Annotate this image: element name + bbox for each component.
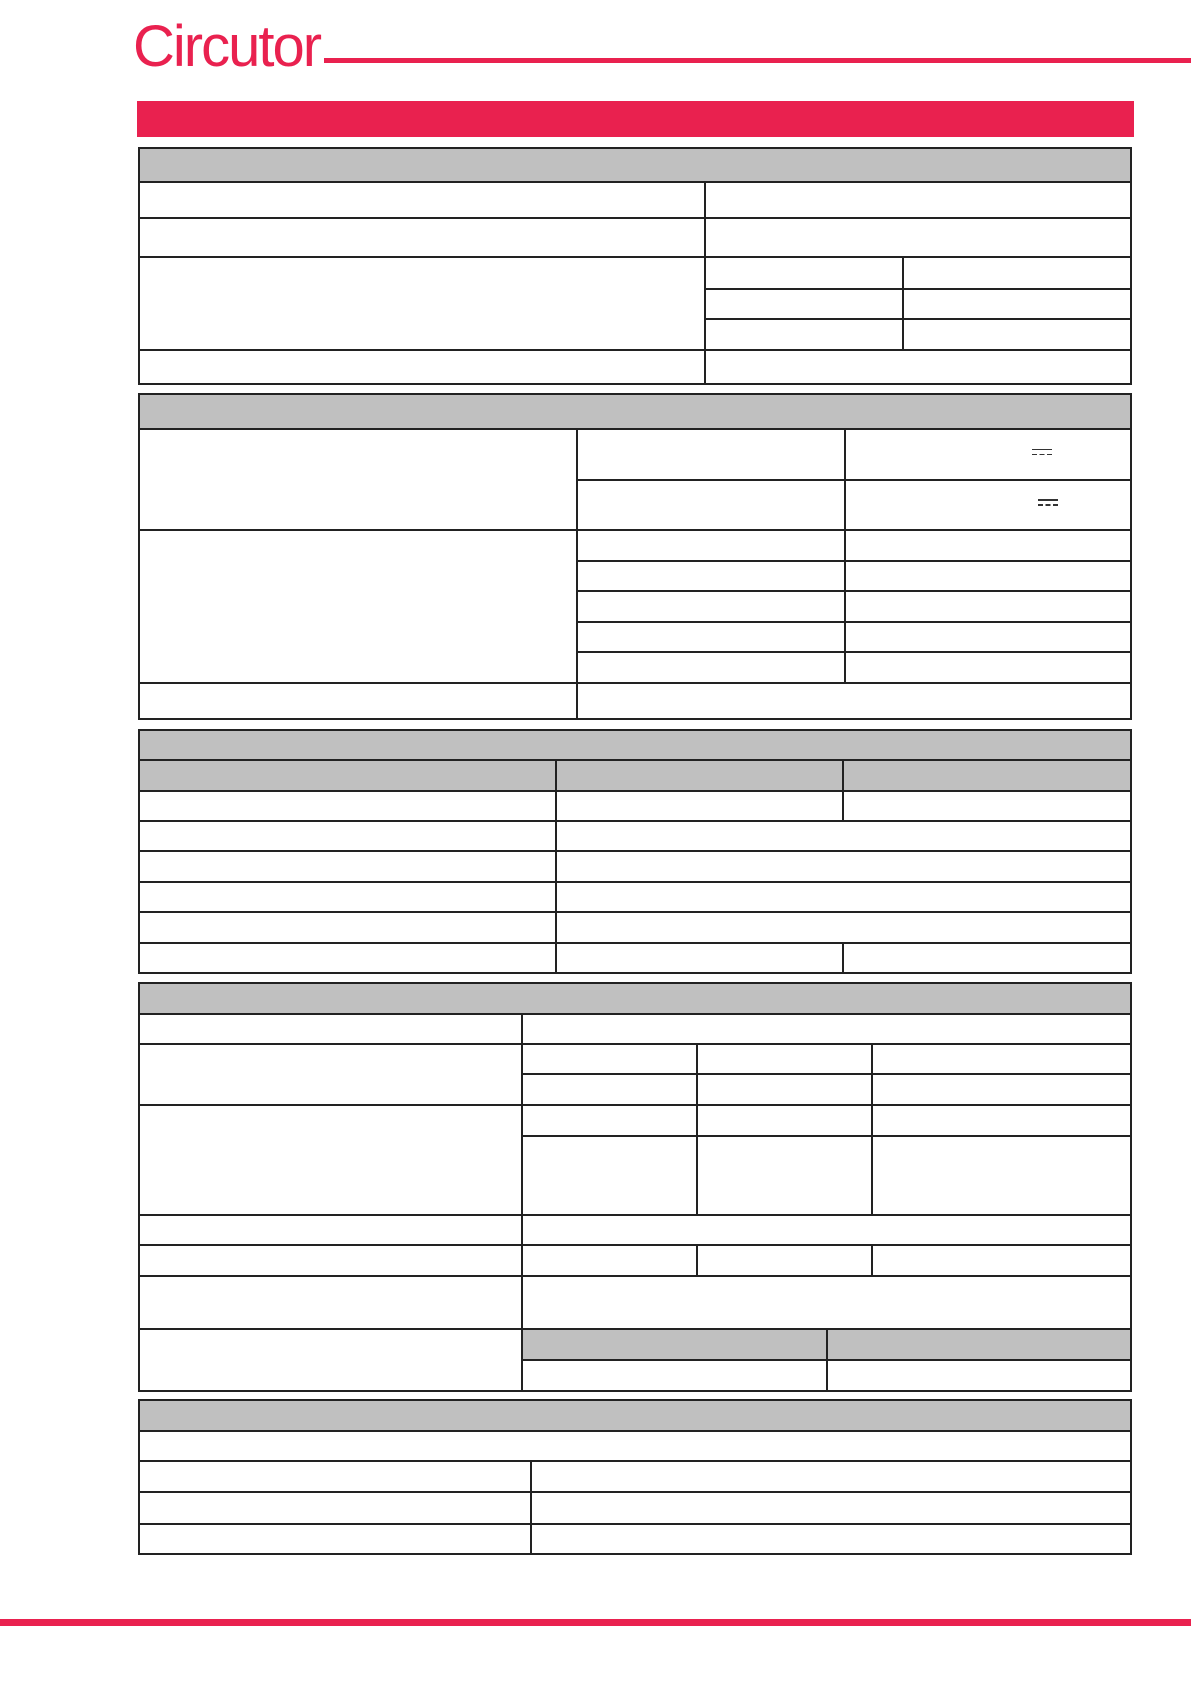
label-cell [139, 1492, 531, 1524]
value-cell [697, 1044, 872, 1074]
value-cell [577, 652, 845, 683]
table-row [139, 182, 1131, 218]
column-header [843, 760, 1131, 791]
table-row [139, 218, 1131, 257]
circutor-logo: Circutor [133, 14, 321, 79]
section-header [139, 730, 1131, 760]
table-row [139, 912, 1131, 943]
value-cell [872, 1074, 1131, 1105]
value-cell [845, 530, 1131, 561]
value-cell [705, 350, 1131, 384]
value-cell [577, 480, 845, 530]
value-cell [556, 882, 1131, 912]
value-cell [556, 912, 1131, 943]
label-cell [139, 683, 577, 719]
label-cell [139, 1329, 522, 1391]
dc-symbol-wrap [846, 499, 1130, 507]
table-row [139, 1245, 1131, 1276]
value-cell [705, 257, 903, 289]
value-cell [845, 561, 1131, 591]
value-cell [522, 1276, 1131, 1329]
value-cell [522, 1074, 697, 1105]
label-cell [139, 350, 705, 384]
value-cell [531, 1524, 1131, 1554]
table-row [139, 821, 1131, 851]
value-cell [522, 1105, 697, 1136]
table-row [139, 1215, 1131, 1245]
table-header-row [139, 983, 1131, 1014]
table-row [139, 257, 1131, 289]
table-row [139, 1044, 1131, 1074]
table-header-row [139, 730, 1131, 760]
value-cell [705, 182, 1131, 218]
value-cell [697, 1105, 872, 1136]
table-row [139, 1431, 1131, 1461]
label-cell [139, 1215, 522, 1245]
label-cell [139, 1524, 531, 1554]
table-header-row [139, 148, 1131, 182]
table-row [139, 429, 1131, 480]
direct-current-icon [1032, 449, 1052, 456]
value-cell [577, 591, 845, 622]
value-cell [556, 791, 843, 821]
value-cell [577, 561, 845, 591]
value-cell [872, 1245, 1131, 1276]
table-row [139, 530, 1131, 561]
value-cell [705, 319, 903, 350]
value-cell [705, 289, 903, 319]
value-cell [845, 480, 1131, 530]
value-cell [845, 622, 1131, 652]
value-cell [697, 1074, 872, 1105]
label-cell [139, 429, 577, 530]
value-cell [577, 530, 845, 561]
table-row [139, 1014, 1131, 1044]
value-cell [556, 821, 1131, 851]
table-row [139, 1461, 1131, 1492]
value-cell [872, 1136, 1131, 1215]
spec-table-1 [138, 147, 1132, 385]
label-cell [139, 1105, 522, 1215]
value-cell [843, 791, 1131, 821]
value-cell [577, 683, 1131, 719]
spec-table-4 [138, 982, 1132, 1392]
value-cell [843, 943, 1131, 973]
column-header [522, 1329, 827, 1360]
value-cell [556, 943, 843, 973]
table-row [139, 350, 1131, 384]
value-cell [705, 218, 1131, 257]
column-header [827, 1329, 1131, 1360]
direct-current-icon [1038, 499, 1058, 506]
label-cell [139, 218, 705, 257]
label-cell [139, 182, 705, 218]
value-cell [827, 1360, 1131, 1391]
section-header [139, 1400, 1131, 1431]
value-cell [531, 1492, 1131, 1524]
value-cell [522, 1215, 1131, 1245]
value-cell [872, 1044, 1131, 1074]
value-cell [903, 289, 1131, 319]
value-cell [522, 1245, 697, 1276]
section-header [139, 983, 1131, 1014]
dc-symbol-wrap [846, 449, 1130, 457]
section-header [139, 148, 1131, 182]
label-cell [139, 791, 556, 821]
table-row [139, 882, 1131, 912]
value-cell [139, 1431, 1131, 1461]
table-row [139, 791, 1131, 821]
value-cell [522, 1360, 827, 1391]
table-row [139, 1105, 1131, 1136]
footer-rule [0, 1619, 1191, 1626]
value-cell [522, 1044, 697, 1074]
table-row [139, 943, 1131, 973]
label-cell [139, 1276, 522, 1329]
table-row [139, 1276, 1131, 1329]
spec-table-3 [138, 729, 1132, 974]
value-cell [522, 1014, 1131, 1044]
table-row [139, 851, 1131, 882]
spec-table-2 [138, 393, 1132, 720]
column-header [556, 760, 843, 791]
label-cell [139, 1245, 522, 1276]
value-cell [845, 591, 1131, 622]
label-cell [139, 1014, 522, 1044]
value-cell [556, 851, 1131, 882]
column-header [139, 760, 556, 791]
label-cell [139, 912, 556, 943]
value-cell [522, 1136, 697, 1215]
label-cell [139, 1461, 531, 1492]
value-cell [697, 1245, 872, 1276]
label-cell [139, 257, 705, 350]
label-cell [139, 851, 556, 882]
section-header [139, 394, 1131, 429]
label-cell [139, 1044, 522, 1105]
label-cell [139, 821, 556, 851]
label-cell [139, 530, 577, 683]
column-header-row [139, 760, 1131, 791]
value-cell [872, 1105, 1131, 1136]
table-row [139, 683, 1131, 719]
table-header-row [139, 394, 1131, 429]
value-cell [845, 429, 1131, 480]
column-header-row [139, 1329, 1131, 1360]
label-cell [139, 882, 556, 912]
value-cell [531, 1461, 1131, 1492]
header-rule [324, 58, 1191, 63]
label-cell [139, 943, 556, 973]
value-cell [577, 622, 845, 652]
value-cell [577, 429, 845, 480]
value-cell [845, 652, 1131, 683]
value-cell [903, 257, 1131, 289]
value-cell [697, 1136, 872, 1215]
table-header-row [139, 1400, 1131, 1431]
value-cell [903, 319, 1131, 350]
title-band [137, 101, 1134, 137]
spec-table-5 [138, 1399, 1132, 1555]
table-row [139, 1524, 1131, 1554]
table-row [139, 1492, 1131, 1524]
